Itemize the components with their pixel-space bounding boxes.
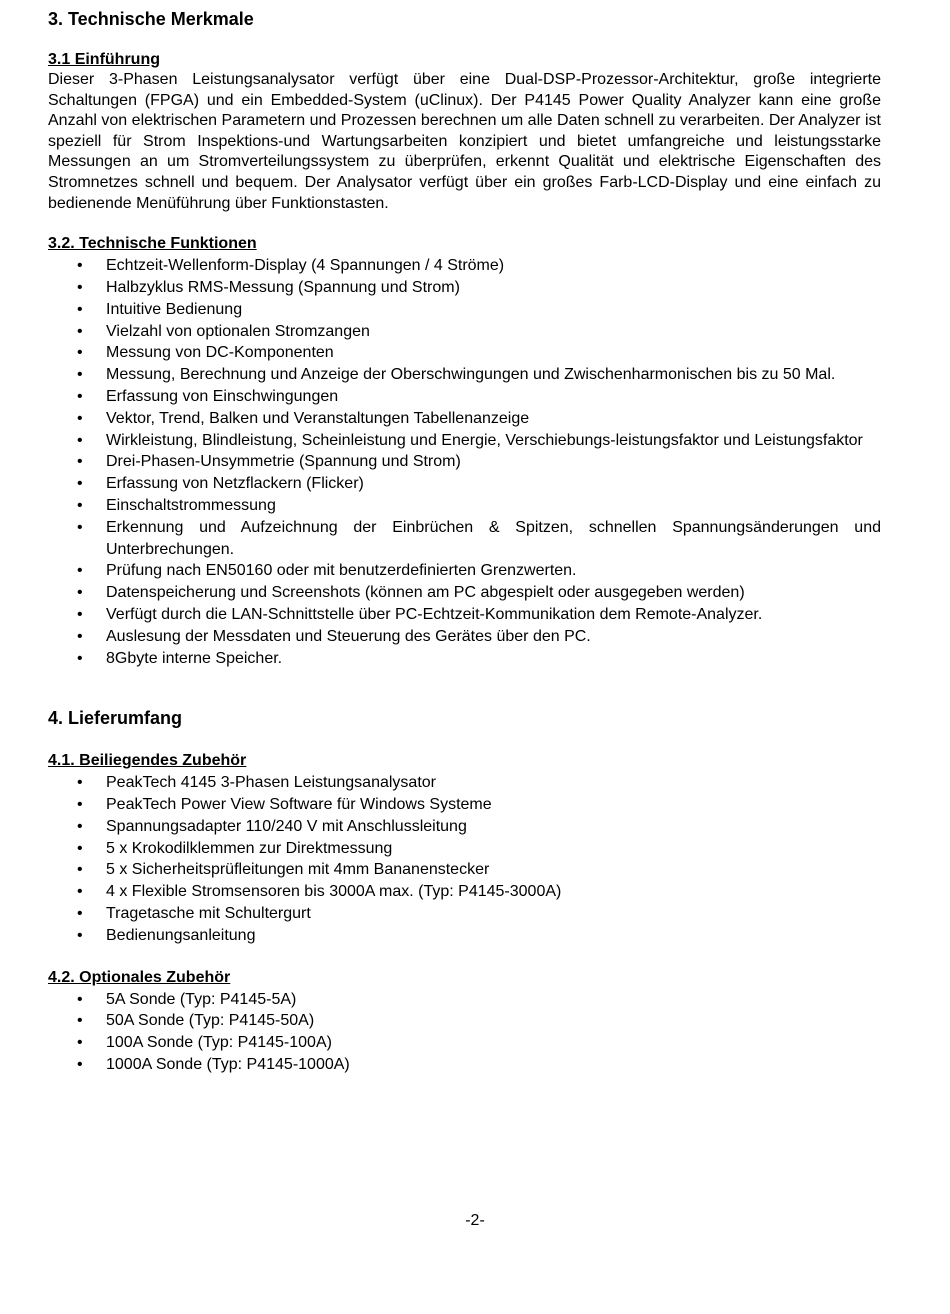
included-accessory-item: • Bedienungsanleitung (48, 925, 881, 947)
technical-function-item: • Einschaltstrommessung (48, 495, 881, 517)
optional-accessory-item: • 100A Sonde (Typ: P4145-100A) (48, 1032, 881, 1054)
technical-function-item: • Messung, Berechnung und Anzeige der Oberschwingungen und Zwischenharmonischen bis zu 50 Mal. (48, 364, 881, 386)
optional-accessories-list (48, 989, 881, 1076)
optional-accessory-item: • 1000A Sonde (Typ: P4145-1000A) (48, 1054, 881, 1076)
technical-function-item: • Erfassung von Netzflackern (Flicker) (48, 473, 881, 495)
section-3-2-title: 3.2. Technische Funktionen (48, 235, 257, 253)
technical-function-item: • Wirkleistung, Blindleistung, Scheinleistung und Energie, Verschiebungs-leistungsfaktor und Leistungsfaktor (48, 430, 881, 452)
section-4-2-title: 4.2. Optionales Zubehör (48, 968, 231, 986)
included-accessory-item: • 5 x Krokodilklemmen zur Direktmessung (48, 838, 881, 860)
technical-function-item: • Messung von DC-Komponenten (48, 342, 881, 364)
section-3-1-title: 3.1 Einführung (48, 51, 160, 68)
included-accessory-item: • 5 x Sicherheitsprüfleitungen mit 4mm Bananenstecker (48, 859, 881, 881)
technical-function-item: • Datenspeicherung und Screenshots (können am PC abgespielt oder ausgegeben werden) (48, 582, 881, 604)
technical-functions-list (48, 255, 881, 669)
technical-function-item: • Vektor, Trend, Balken und Veranstaltungen Tabellenanzeige (48, 408, 881, 430)
technical-function-item: • 8Gbyte interne Speicher. (48, 648, 881, 670)
section-4-1-title: 4.1. Beiliegendes Zubehör (48, 752, 247, 770)
section-4-title: 4. Lieferumfang (48, 708, 183, 729)
technical-function-item: • Drei-Phasen-Unsymmetrie (Spannung und Strom) (48, 451, 881, 473)
included-accessories-list (48, 772, 881, 946)
included-accessory-item: • Spannungsadapter 110/240 V mit Anschlussleitung (48, 816, 881, 838)
optional-accessory-item: • 50A Sonde (Typ: P4145-50A) (48, 1010, 881, 1032)
included-accessory-item: • PeakTech 4145 3-Phasen Leistungsanalysator (48, 772, 881, 794)
technical-function-item: • Intuitive Bedienung (48, 299, 881, 321)
technical-function-item: • Halbzyklus RMS-Messung (Spannung und Strom) (48, 277, 881, 299)
optional-accessory-item: • 5A Sonde (Typ: P4145-5A) (48, 989, 881, 1011)
section-3-title: 3. Technische Merkmale (48, 9, 254, 29)
document-page (48, 0, 881, 1076)
technical-function-item: • Echtzeit-Wellenform-Display (4 Spannungen / 4 Ströme) (48, 255, 881, 277)
technical-function-item: • Erkennung und Aufzeichnung der Einbrüchen & Spitzen, schnellen Spannungsänderungen und Unterbrechungen. (48, 517, 881, 561)
page-number: -2- (465, 1212, 485, 1229)
technical-function-item: • Erfassung von Einschwingungen (48, 386, 881, 408)
technical-function-item: • Auslesung der Messdaten und Steuerung des Gerätes über den PC. (48, 626, 881, 648)
technical-function-item: • Prüfung nach EN50160 oder mit benutzerdefinierten Grenzwerten. (48, 560, 881, 582)
included-accessory-item: • PeakTech Power View Software für Windows Systeme (48, 794, 881, 816)
technical-function-item: • Vielzahl von optionalen Stromzangen (48, 321, 881, 343)
included-accessory-item: • 4 x Flexible Stromsensoren bis 3000A max. (Typ: P4145-3000A) (48, 881, 881, 903)
technical-function-item: • Verfügt durch die LAN-Schnittstelle über PC-Echtzeit-Kommunikation dem Remote-Analyzer. (48, 604, 881, 626)
included-accessory-item: • Tragetasche mit Schultergurt (48, 903, 881, 925)
section-3-1-text: Dieser 3-Phasen Leistungsanalysator verfügt über eine Dual-DSP-Prozessor-Architektur, große integrierte Schaltungen (FPGA) und ein Embedded-System (uClinux). Der P4145 Power Quality Analyzer kann eine große Anzahl von elektrischen Parametern und Prozessen berechnen um alle Daten schnell zu verarbeiten. Der Analyzer ist speziell für Strom Inspektions-und Wartungsarbeiten konzipiert und bietet umfangreiche und leistungsstarke Messungen an um Stromverteilungssystem zu überprüfen, erkennt Qualität und elektrische Eigenschaften des Stromnetzes schnell und bequem. Der Analysator verfügt über ein großes Farb-LCD-Display und eine einfach zu bedienende Menüführung über Funktionstasten. (48, 71, 881, 212)
